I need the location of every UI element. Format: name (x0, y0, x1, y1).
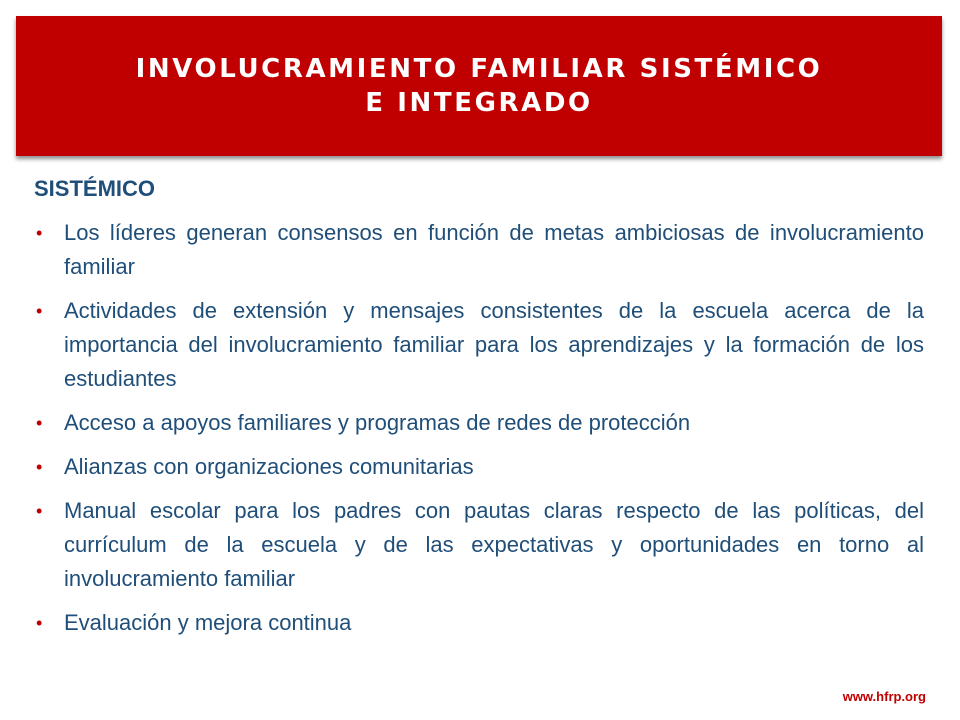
bullet-text: Manual escolar para los padres con pautas claras respecto de las políticas, del currículum de la escuela y de las expectativas y oportunidades en torno al involucramiento familiar (64, 498, 924, 591)
bullet-list (34, 216, 924, 640)
bullet-text: Alianzas con organizaciones comunitarias (64, 454, 474, 479)
bullet-dot-icon: • (36, 413, 43, 433)
slide-content (34, 174, 924, 650)
bullet-item (34, 294, 924, 396)
title-banner (16, 16, 942, 156)
slide-title-line-2: E INTEGRADO (365, 88, 593, 118)
bullet-item (34, 606, 924, 640)
bullet-dot-icon: • (36, 301, 43, 321)
bullet-item (34, 450, 924, 484)
bullet-dot-icon: • (36, 501, 43, 521)
footer-url: www.hfrp.org (842, 689, 926, 704)
bullet-dot-icon: • (36, 457, 43, 477)
bullet-item (34, 216, 924, 284)
bullet-text: Acceso a apoyos familiares y programas de redes de protección (64, 410, 691, 435)
bullet-dot-icon: • (36, 223, 43, 243)
section-heading: SISTÉMICO (34, 176, 156, 201)
bullet-dot-icon: • (36, 613, 43, 633)
bullet-item (34, 406, 924, 440)
slide-title-line-1: INVOLUCRAMIENTO FAMILIAR SISTÉMICO (135, 54, 823, 84)
bullet-text: Los líderes generan consensos en función de metas ambiciosas de involucramiento familiar (64, 220, 924, 279)
bullet-item (34, 494, 924, 596)
bullet-text: Evaluación y mejora continua (64, 610, 352, 635)
bullet-text: Actividades de extensión y mensajes consistentes de la escuela acerca de la importancia del involucramiento familiar para los aprendizajes y la formación de los estudiantes (64, 298, 924, 391)
